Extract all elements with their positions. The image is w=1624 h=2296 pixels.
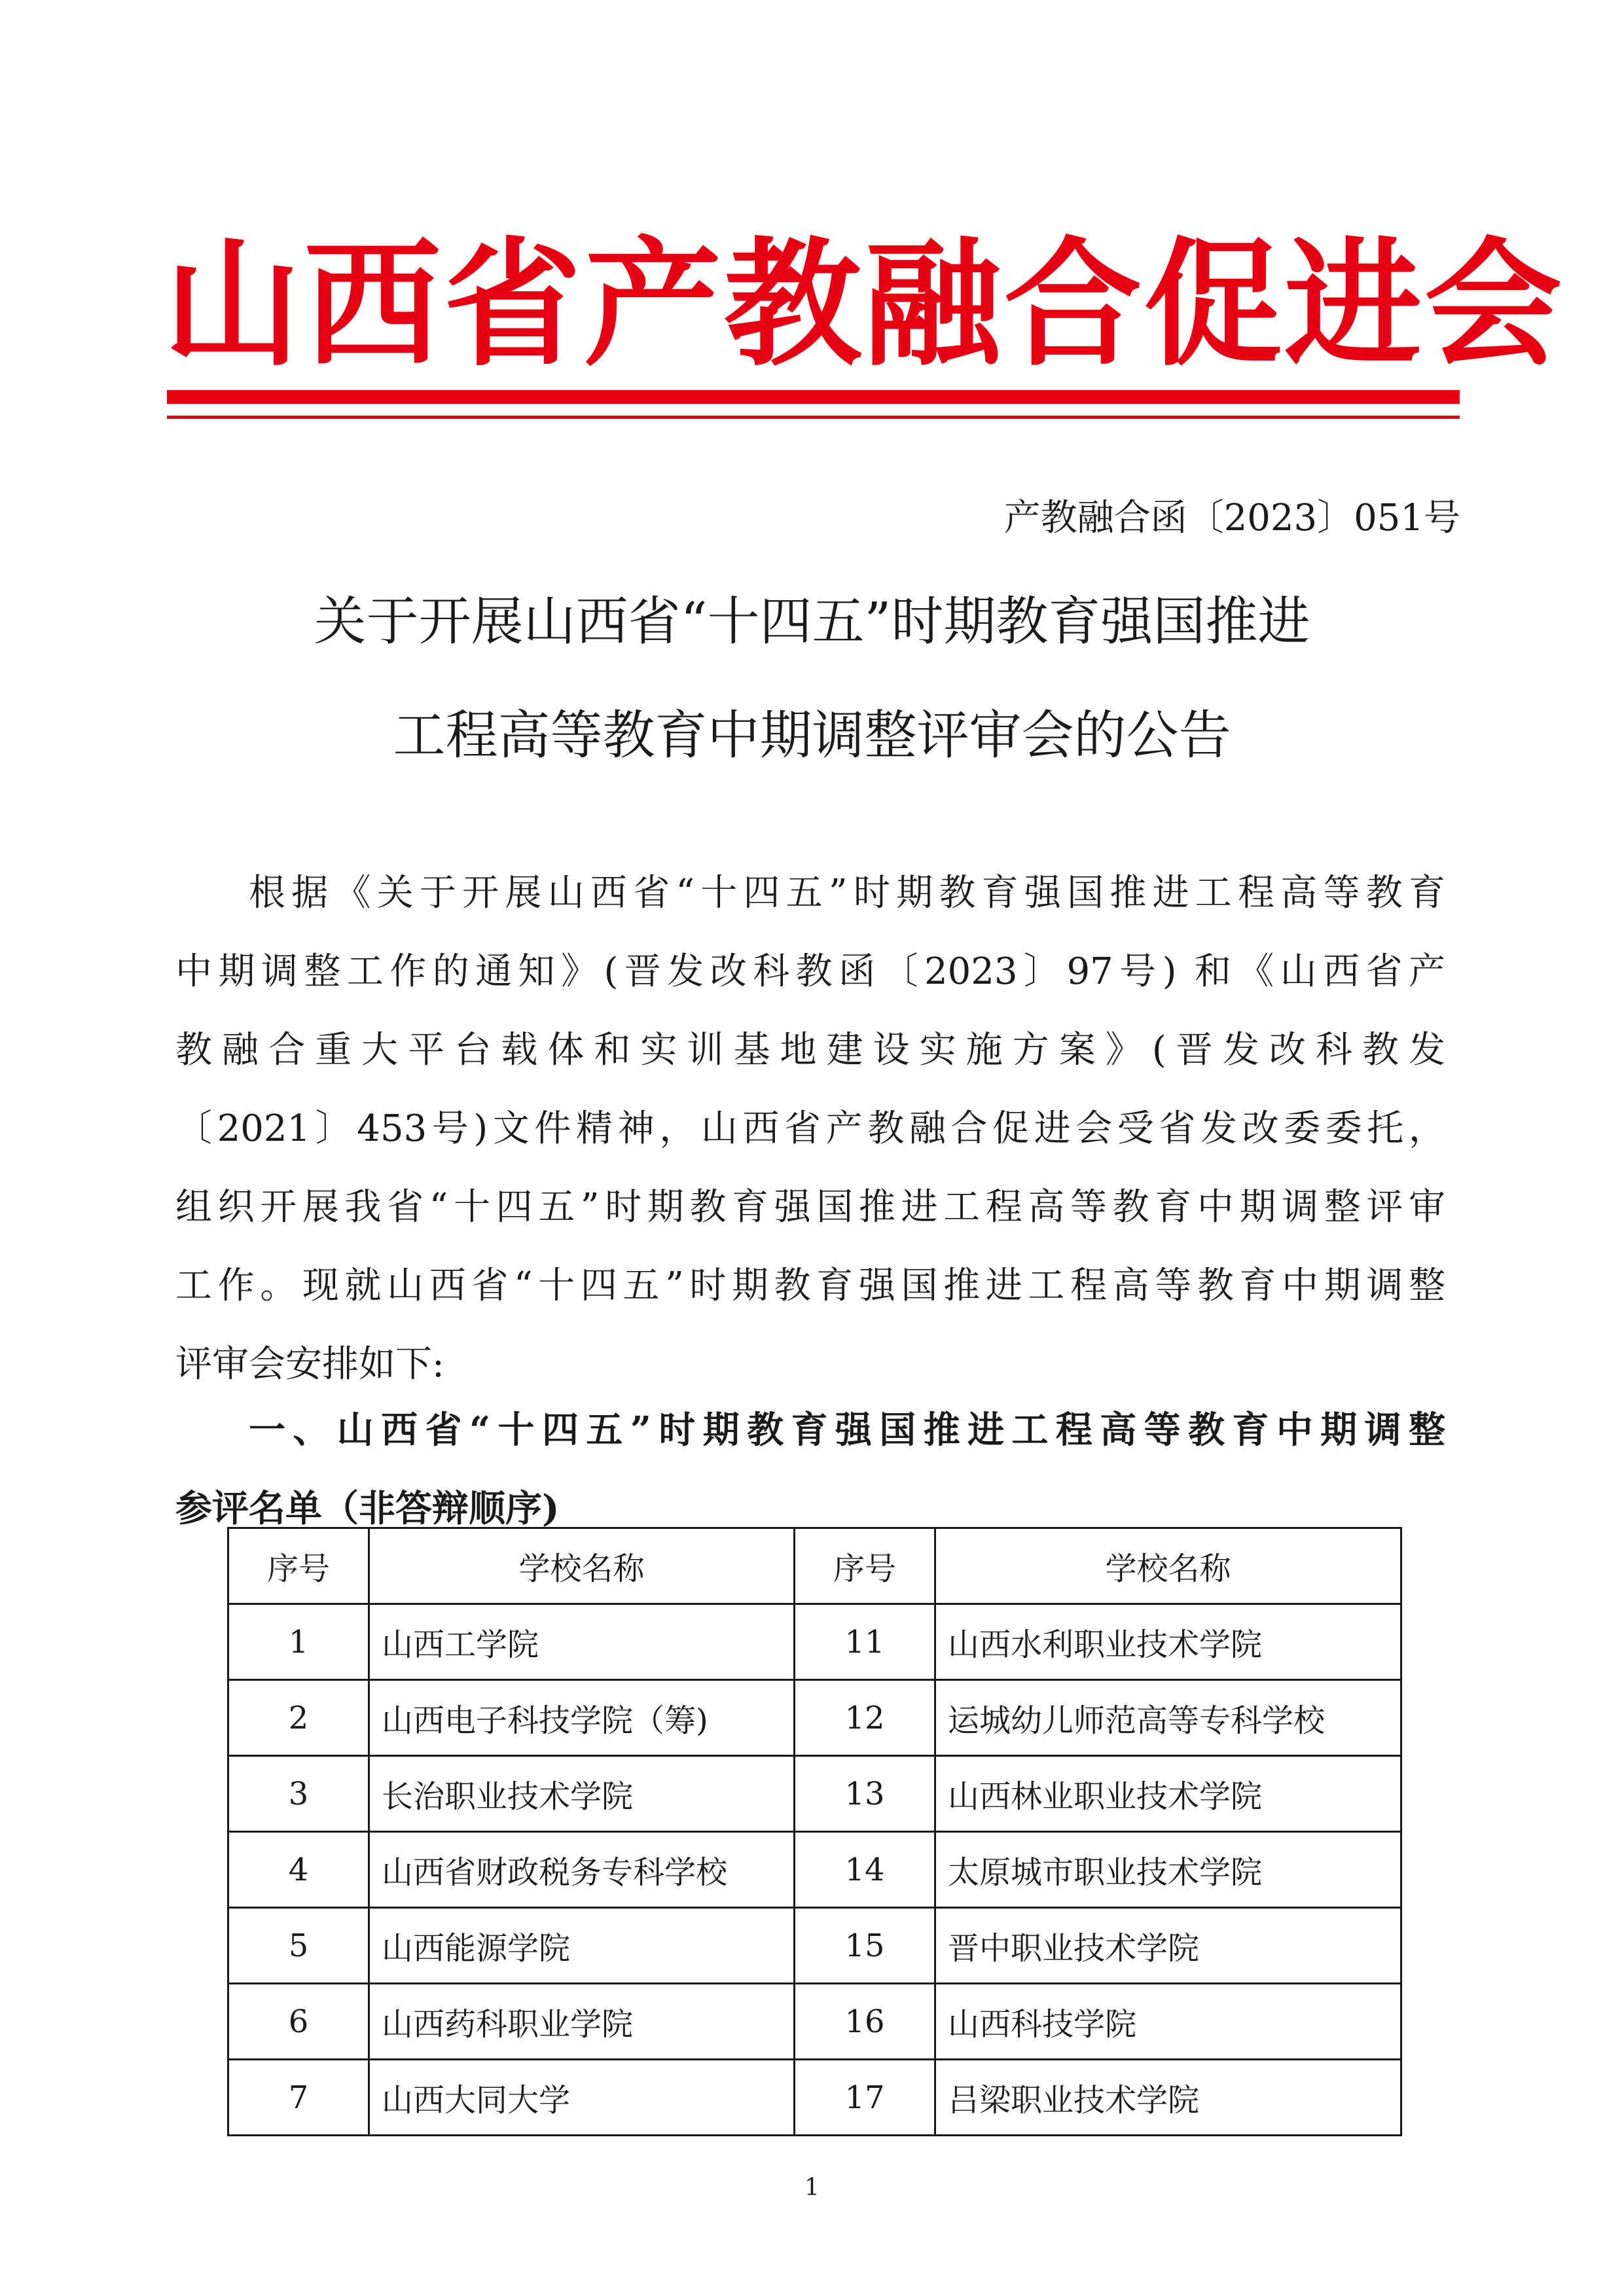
school-name: 山西科技学院: [935, 1984, 1401, 2060]
document-title-line-2: 工程高等教育中期调整评审会的公告: [393, 705, 1231, 766]
school-name: 山西水利职业技术学院: [935, 1604, 1401, 1680]
row-index: 4: [228, 1832, 369, 1908]
header-school-right: 学校名称: [935, 1528, 1401, 1604]
school-name: 山西电子科技学院（筹): [369, 1680, 795, 1756]
row-index: 16: [795, 1984, 935, 2060]
table-row: [228, 1984, 1401, 2060]
body-line: 评审会安排如下:: [175, 1343, 444, 1386]
school-name: 山西药科职业学院: [369, 1984, 795, 2060]
table-row: [228, 2060, 1401, 2136]
body-paragraph: [175, 854, 1445, 1404]
school-name: 山西大同大学: [369, 2060, 795, 2136]
header-school-left: 学校名称: [369, 1528, 795, 1604]
table-row: [228, 1756, 1401, 1832]
page-number: 1: [804, 2174, 820, 2201]
row-index: 12: [795, 1680, 935, 1756]
school-name: 运城幼儿师范高等专科学校: [935, 1680, 1401, 1756]
row-index: 3: [228, 1756, 369, 1832]
school-name: 晋中职业技术学院: [935, 1908, 1401, 1984]
row-index: 14: [795, 1832, 935, 1908]
school-name: 山西林业职业技术学院: [935, 1756, 1401, 1832]
table-row: [228, 1832, 1401, 1908]
body-line: 组织开展我省“十四五”时期教育强国推进工程高等教育中期调整评审: [175, 1186, 1445, 1229]
table-row: [228, 1604, 1401, 1680]
school-name: 山西能源学院: [369, 1908, 795, 1984]
school-name: 山西工学院: [369, 1604, 795, 1680]
header-index-left: 序号: [228, 1528, 369, 1604]
document-title-line-1: 关于开展山西省“十四五”时期教育强国推进: [314, 591, 1310, 652]
body-line: 中期调整工作的通知》(晋发改科教函〔2023〕97号) 和《山西省产: [175, 950, 1445, 993]
row-index: 15: [795, 1908, 935, 1984]
body-line: 〔2021〕453号)文件精神，山西省产教融合促进会受省发改委委托，: [175, 1107, 1445, 1150]
row-index: 5: [228, 1908, 369, 1984]
organization-masthead: 山西省产教融合促进会: [164, 223, 1565, 385]
table-header-row: [228, 1528, 1401, 1604]
body-line: 教融合重大平台载体和实训基地建设实施方案》(晋发改科教发: [175, 1029, 1445, 1071]
school-name: 吕梁职业技术学院: [935, 2060, 1401, 2136]
school-name: 太原城市职业技术学院: [935, 1832, 1401, 1908]
section-heading-line-1: 一、山西省“十四五”时期教育强国推进工程高等教育中期调整: [249, 1408, 1445, 1452]
row-index: 6: [228, 1984, 369, 2060]
row-index: 2: [228, 1680, 369, 1756]
table-row: [228, 1908, 1401, 1984]
row-index: 1: [228, 1604, 369, 1680]
row-index: 17: [795, 2060, 935, 2136]
masthead-rule-thick: [167, 390, 1460, 404]
school-name: 山西省财政税务专科学校: [369, 1832, 795, 1908]
section-heading: [175, 1391, 1445, 1548]
row-index: 11: [795, 1604, 935, 1680]
document-number: 产教融合函〔2023〕051号: [1003, 497, 1460, 539]
row-index: 7: [228, 2060, 369, 2136]
masthead-rule-thin: [167, 416, 1460, 419]
section-heading-line-2: 参评名单（非答辩顺序): [175, 1487, 560, 1530]
school-name: 长治职业技术学院: [369, 1756, 795, 1832]
participant-table: [227, 1527, 1402, 2136]
body-line: 工作。现就山西省“十四五”时期教育强国推进工程高等教育中期调整: [175, 1265, 1445, 1307]
table-row: [228, 1680, 1401, 1756]
row-index: 13: [795, 1756, 935, 1832]
header-index-right: 序号: [795, 1528, 935, 1604]
body-line: 根据《关于开展山西省“十四五”时期教育强国推进工程高等教育: [249, 872, 1445, 914]
